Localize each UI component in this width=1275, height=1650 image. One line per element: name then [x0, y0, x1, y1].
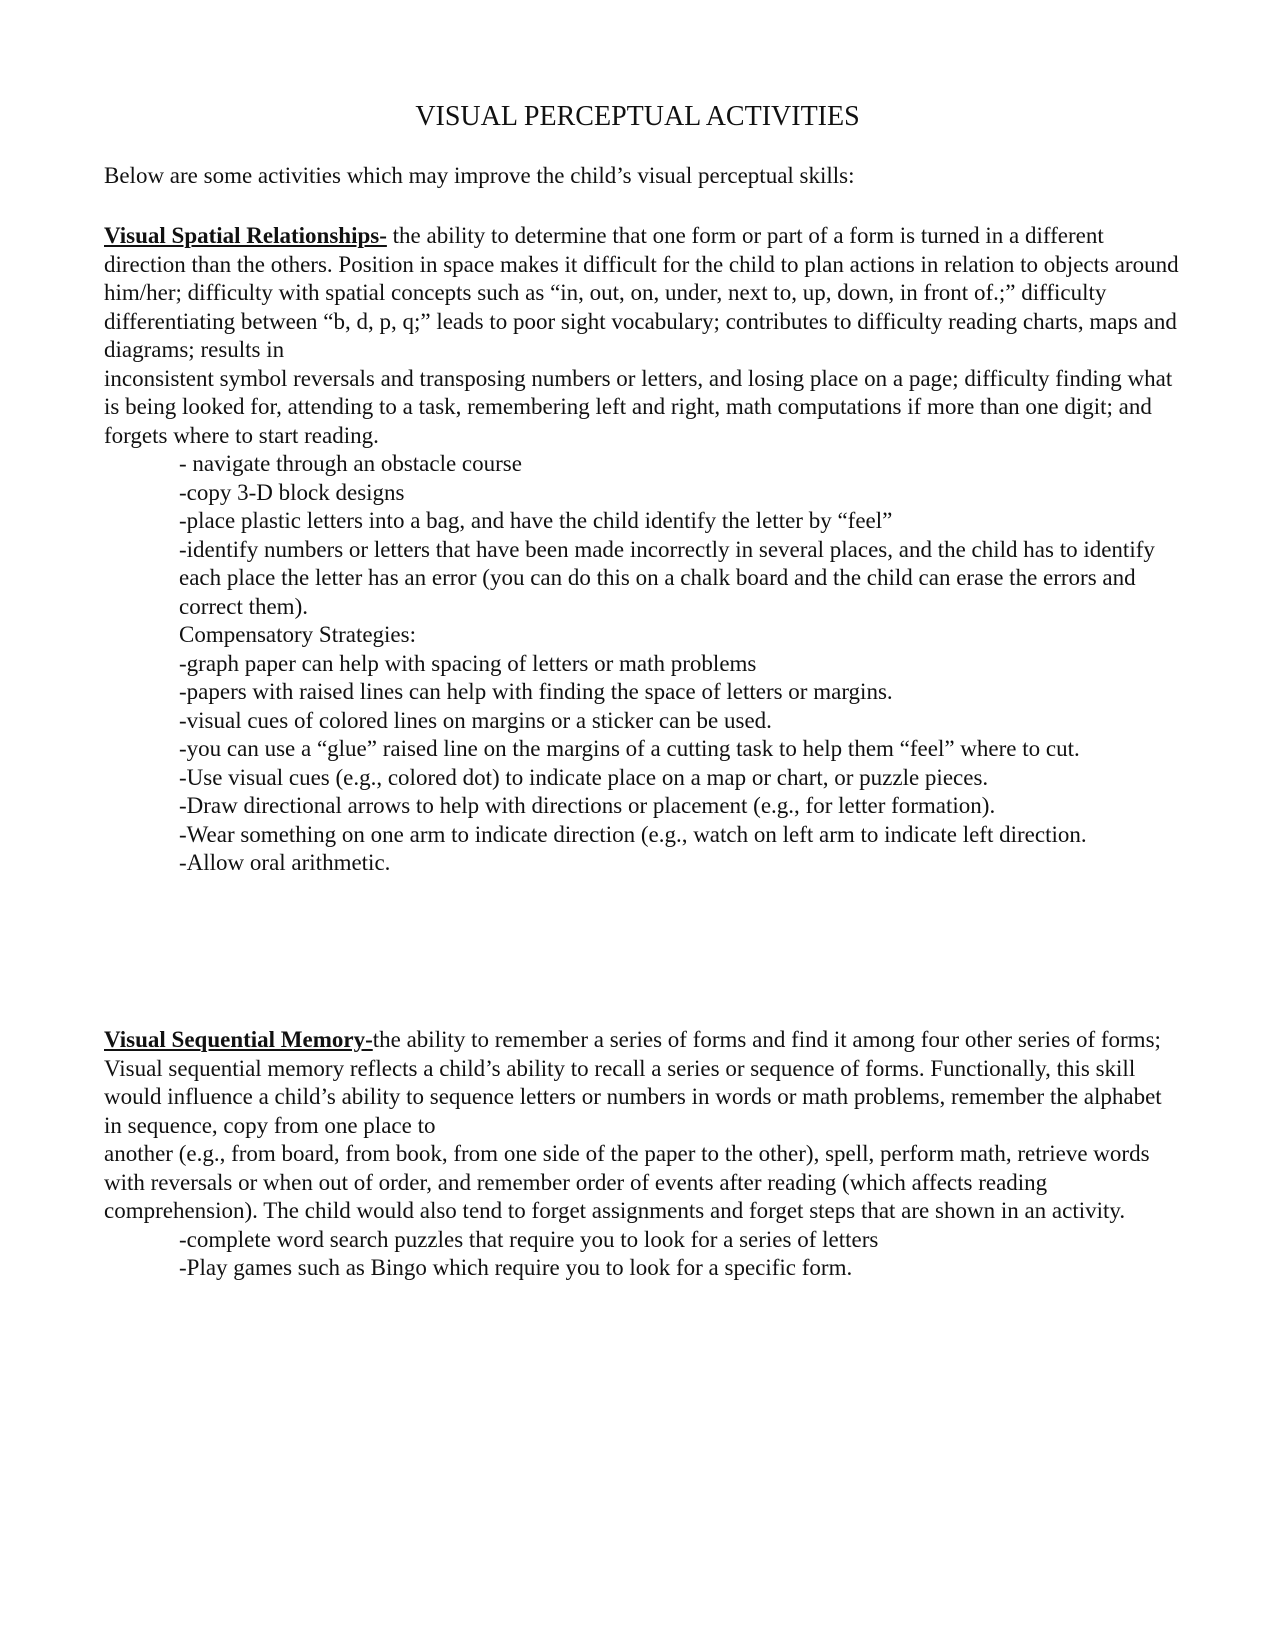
- section-body-continued: another (e.g., from board, from book, from one side of the paper to the other), spell, perform math, retrieve words with reversals or when out of order, and remember order of events after reading (which affects reading comprehension). The child would also tend to forget assignments and forget steps that are shown in an activity.: [104, 1141, 1150, 1223]
- section-heading: Visual Spatial Relationships-: [104, 223, 387, 248]
- section-visual-sequential: [104, 1026, 1184, 1283]
- section-visual-spatial: [104, 222, 1184, 878]
- page-title: VISUAL PERCEPTUAL ACTIVITIES: [415, 101, 860, 132]
- list-item: -Use visual cues (e.g., colored dot) to indicate place on a map or chart, or puzzle pieces.: [179, 764, 989, 790]
- intro-text: Below are some activities which may improve the child’s visual perceptual skills:: [104, 163, 855, 188]
- section-body: the ability to remember a series of forms and find it among four other series of forms; Visual sequential memory reflects a child’s ability to recall a series or sequence of forms. Functionally, this skill would influence a child’s ability to sequence letters or numbers in words or math problems, remember the alphabet in sequence, copy from one place to: [104, 1027, 1162, 1138]
- list-item: -visual cues of colored lines on margins or a sticker can be used.: [179, 707, 772, 733]
- list-item: -copy 3-D block designs: [179, 479, 405, 505]
- list-item: -complete word search puzzles that require you to look for a series of letters: [179, 1226, 879, 1252]
- list-item: Compensatory Strategies:: [179, 622, 416, 647]
- list-item: -papers with raised lines can help with finding the space of letters or margins.: [179, 679, 893, 704]
- list-item: -place plastic letters into a bag, and have the child identify the letter by “feel”: [179, 508, 893, 533]
- list-item: -identify numbers or letters that have been made incorrectly in several places, and the child has to identify each place the letter has an error (you can do this on a chalk board and the child can erase the errors and correct them).: [179, 536, 1155, 619]
- section-body-continued: inconsistent symbol reversals and transposing numbers or letters, and losing place on a page; difficulty finding what is being looked for, attending to a task, remembering left and right, math computations if more than one digit; and forgets where to start reading.: [104, 365, 1173, 448]
- activity-list: [104, 450, 1184, 878]
- section-paragraph: [104, 222, 1184, 365]
- list-item: -you can use a “glue” raised line on the margins of a cutting task to help them “feel” where to cut.: [179, 736, 1080, 761]
- section-paragraph: [104, 1026, 1184, 1140]
- list-item: -Wear something on one arm to indicate direction (e.g., watch on left arm to indicate left direction.: [179, 821, 1087, 847]
- activity-list: [104, 1226, 1184, 1283]
- section-heading: Visual Sequential Memory-: [104, 1027, 373, 1052]
- list-item: -graph paper can help with spacing of letters or math problems: [179, 650, 757, 676]
- list-item: -Play games such as Bingo which require you to look for a specific form.: [179, 1255, 853, 1280]
- section-body: the ability to determine that one form or part of a form is turned in a different direction than the others. Position in space makes it difficult for the child to plan actions in relation to objects around him/her; difficulty with spatial concepts such as “in, out, on, under, next to, up, down, in front of.;” difficulty differentiating between “b, d, p, q;” leads to poor sight vocabulary; contributes to difficulty reading charts, maps and diagrams; results in: [104, 223, 1179, 362]
- list-item: - navigate through an obstacle course: [179, 451, 522, 476]
- list-item: -Draw directional arrows to help with directions or placement (e.g., for letter formation).: [179, 793, 996, 818]
- list-item: -Allow oral arithmetic.: [179, 850, 391, 875]
